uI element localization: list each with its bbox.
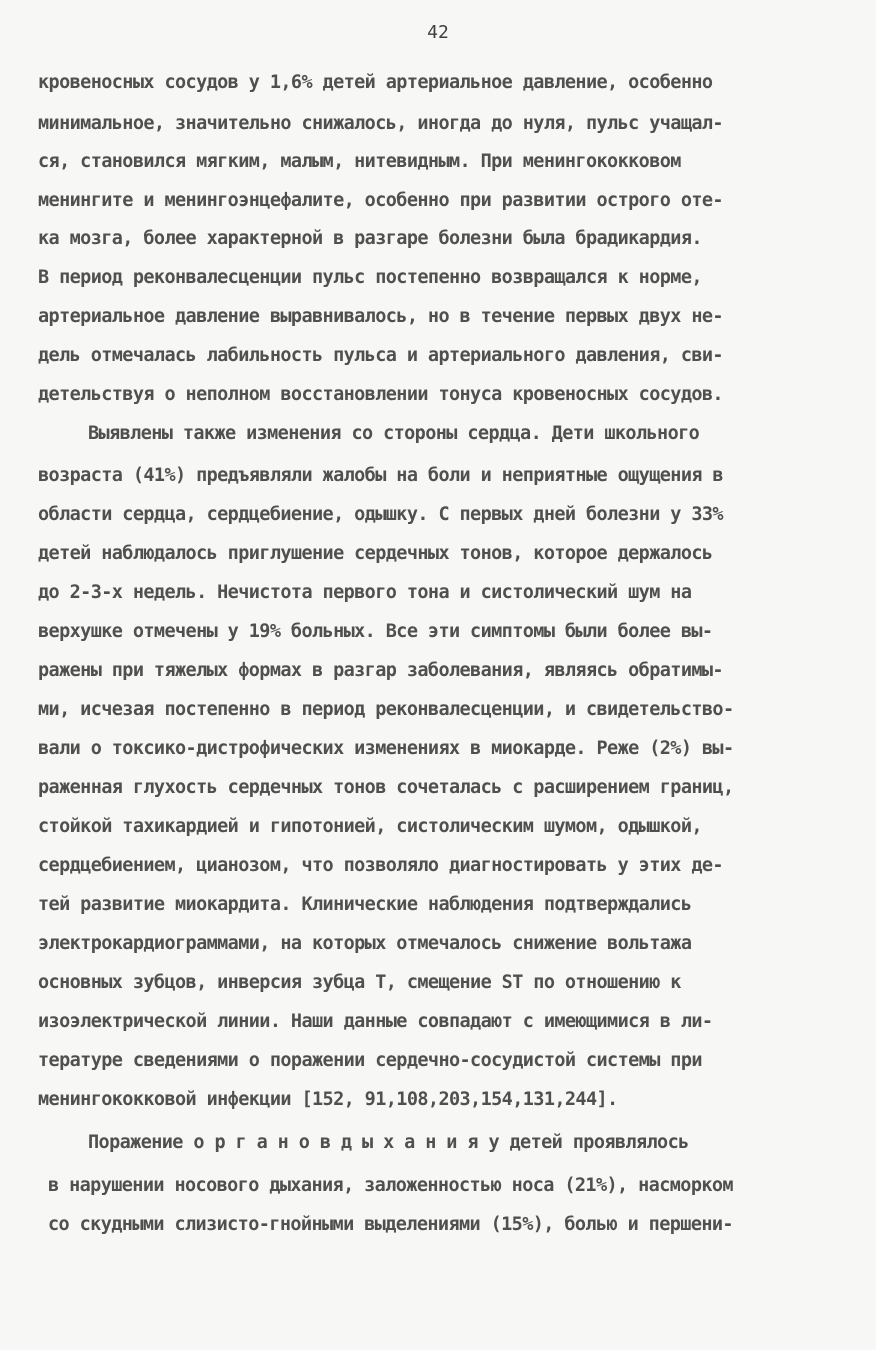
text-line: В период реконвалесценции пульс постепенно возвращался к норме, (38, 267, 702, 288)
paragraph-start-line: Поражение о р г а н о в д ы х а н и я у детей проявлялось (88, 1132, 689, 1153)
text-line: детей наблюдалось приглушение сердечных тонов, которое держалось (38, 543, 713, 564)
text-line: основных зубцов, инверсия зубца Т, смещение ST по отношению к (38, 972, 681, 993)
text-line: раженная глухость сердечных тонов сочеталась с расширением границ, (38, 777, 734, 798)
text-line: области сердца, сердцебиение, одышку. С первых дней болезни у 33% (38, 504, 723, 525)
text-line: тей развитие миокардита. Клинические наблюдения подтверждались (38, 894, 692, 915)
text-line: вали о токсико-дистрофических изменениях в миокарде. Реже (2%) вы- (38, 738, 734, 759)
text-line: возраста (41%) предъявляли жалобы на боли и неприятные ощущения в (38, 465, 723, 486)
page-number: 42 (427, 22, 449, 43)
text-line: артериальное давление выравнивалось, но в течение первых двух не- (38, 306, 723, 327)
text-line: до 2-3-х недель. Нечистота первого тона и систолический шум на (38, 582, 692, 603)
text-line: тературе сведениями о поражении сердечно-сосудистой системы при (38, 1050, 702, 1071)
text-line: изоэлектрической линии. Наши данные совпадают с имеющимися в ли- (38, 1011, 713, 1032)
text-line: верхушке отмечены у 19% больных. Все эти симптомы были более вы- (38, 621, 713, 642)
text-line: ся, становился мягким, малым, нитевидным. При менингококковом (38, 151, 681, 172)
text-line: ка мозга, более характерной в разгаре болезни была брадикардия. (38, 228, 702, 249)
text-line: сердцебиением, цианозом, что позволяло диагностировать у этих де- (38, 855, 723, 876)
paragraph-start-line: Выявлены также изменения со стороны сердца. Дети школьного (88, 423, 700, 444)
text-line: менингите и менингоэнцефалите, особенно при развитии острого оте- (38, 190, 723, 211)
text-line: электрокардиограммами, на которых отмечалось снижение вольтажа (38, 933, 692, 954)
text-line: кровеносных сосудов у 1,6% детей артериальное давление, особенно (38, 72, 713, 93)
text-line: в нарушении носового дыхания, заложенностью носа (21%), насморком (48, 1175, 733, 1196)
text-line: стойкой тахикардией и гипотонией, систолическим шумом, одышкой, (38, 816, 702, 837)
text-line: дель отмечалась лабильность пульса и артериального давления, сви- (38, 345, 723, 366)
text-line: со скудными слизисто-гнойными выделениями (15%), болью и першени- (48, 1214, 733, 1235)
reference-line: менингококковой инфекции [152, 91,108,203,154,131,244]. (38, 1089, 618, 1110)
text-line: ми, исчезая постепенно в период реконвалесценции, и свидетельство- (38, 699, 734, 720)
text-line: детельствуя о неполном восстановлении тонуса кровеносных сосудов. (38, 384, 723, 405)
text-line: ражены при тяжелых формах в разгар заболевания, являясь обратимы- (38, 660, 723, 681)
text-line: минимальное, значительно снижалось, иногда до нуля, пульс учащал- (38, 113, 723, 134)
